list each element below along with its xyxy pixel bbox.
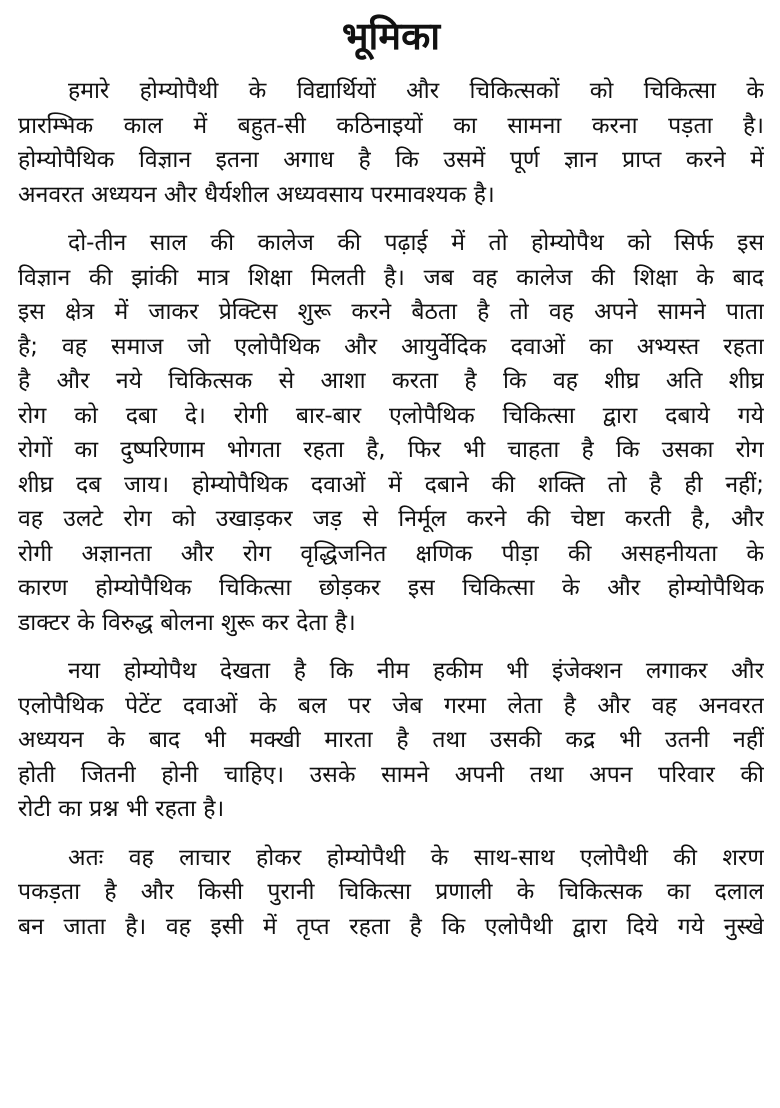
text-line: शीघ्र दब जाय। होम्योपैथिक दवाओं में दबाने की शक्ति तो है ही नहीं; <box>18 471 764 498</box>
page-title: भूमिका <box>341 14 441 58</box>
text-line: होम्योपैथिक विज्ञान इतना अगाध है कि उसमें पूर्ण ज्ञान प्राप्त करने में <box>18 147 764 173</box>
text-line: डाक्टर के विरुद्ध बोलना शुरू कर देता है। <box>18 609 356 636</box>
text-line: होती जितनी होनी चाहिए। उसके सामने अपनी तथा अपन परिवार की <box>18 761 764 788</box>
text-line: है; वह समाज जो एलोपैथिक और आयुर्वेदिक दवाओं का अभ्यस्त रहता <box>18 333 764 360</box>
text-line: हमारे होम्योपैथी के विद्यार्थियों और चिकित्सकों को चिकित्सा के <box>68 78 764 104</box>
text-line: रोग को दबा दे। रोगी बार-बार एलोपैथिक चिकित्सा द्वारा दबाये गये <box>18 402 764 429</box>
text-line: अतः वह लाचार होकर होम्योपैथी के साथ-साथ एलोपैथी की शरण <box>68 844 764 871</box>
text-line: रोगी अज्ञानता और रोग वृद्धिजनित क्षणिक पीड़ा की असहनीयता के <box>18 540 764 567</box>
paragraph <box>18 654 764 827</box>
paragraph <box>18 74 764 212</box>
text-line: दो-तीन साल की कालेज की पढ़ाई में तो होम्योपैथ को सिर्फ इस <box>68 230 764 256</box>
text-line: प्रारम्भिक काल में बहुत-सी कठिनाइयों का सामना करना पड़ता है। <box>18 112 764 139</box>
text-line: है और नये चिकित्सक से आशा करता है कि वह शीघ्र अति शीघ्र <box>18 368 764 394</box>
text-line: वह उलटे रोग को उखाड़कर जड़ से निर्मूल करने की चेष्टा करती है, और <box>18 506 764 532</box>
text-line: अनवरत अध्ययन और धैर्यशील अध्यवसाय परमावश्यक है। <box>18 181 495 208</box>
text-line: रोटी का प्रश्न भी रहता है। <box>18 796 225 822</box>
paragraph <box>18 226 764 640</box>
text-line: इस क्षेत्र में जाकर प्रेक्टिस शुरू करने बैठता है तो वह अपने सामने पाता <box>18 299 764 325</box>
text-line: एलोपैथिक पेटेंट दवाओं के बल पर जेब गरमा लेता है और वह अनवरत <box>18 692 764 719</box>
text-line: विज्ञान की झांकी मात्र शिक्षा मिलती है। जब वह कालेज की शिक्षा के बाद <box>18 264 764 291</box>
text-line: नया होम्योपैथ देखता है कि नीम हकीम भी इंजेक्शन लगाकर और <box>68 658 764 684</box>
document-body <box>18 74 764 944</box>
paragraph <box>18 841 764 945</box>
text-line: अध्ययन के बाद भी मक्खी मारता है तथा उसकी कद्र भी उतनी नहीं <box>18 727 764 753</box>
text-line: रोगों का दुष्परिणाम भोगता रहता है, फिर भी चाहता है कि उसका रोग <box>18 437 764 463</box>
text-line: पकड़ता है और किसी पुरानी चिकित्सा प्रणाली के चिकित्सक का दलाल <box>18 879 764 905</box>
text-line: कारण होम्योपैथिक चिकित्सा छोड़कर इस चिकित्सा के और होम्योपैथिक <box>18 575 764 601</box>
text-line: बन जाता है। वह इसी में तृप्त रहता है कि एलोपैथी द्वारा दिये गये नुस्खे <box>18 913 764 940</box>
